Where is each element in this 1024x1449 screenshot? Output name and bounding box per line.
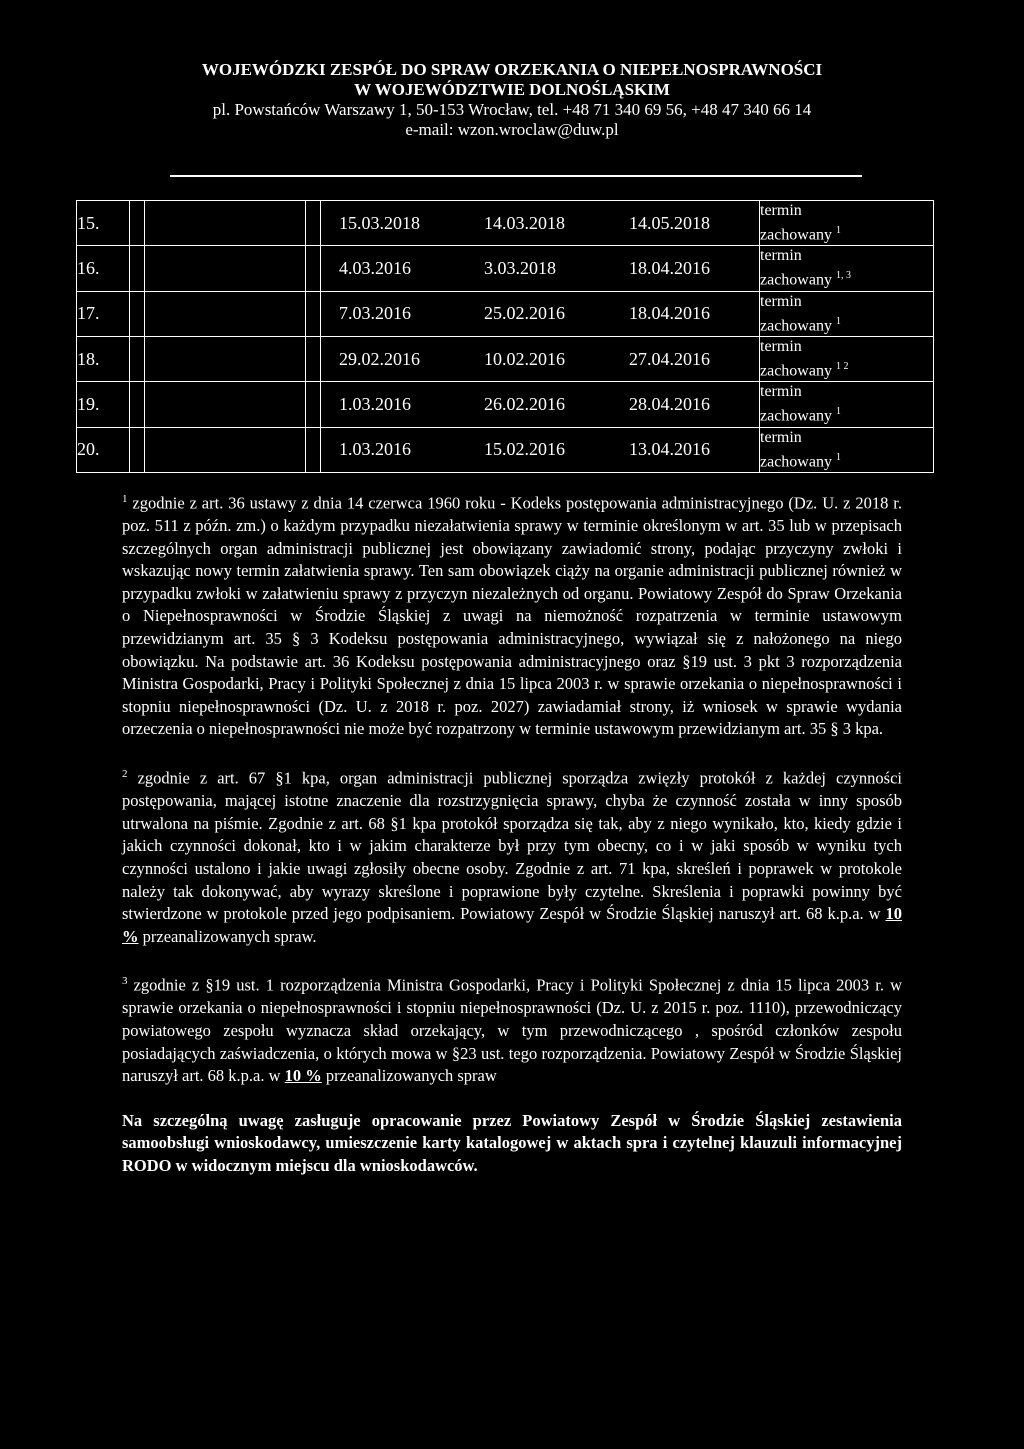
footnote-ref: 1 2 [835,360,849,372]
footnote-3-tail: przeanalizowanych spraw [325,1066,497,1086]
empty-cell [306,246,321,291]
footnote-2-percent: 10 % [122,904,902,946]
date-d3: 18.04.2016 [629,303,710,324]
institution-email: e-mail: wzon.wroclaw@duw.pl [405,120,619,139]
footnote-1 [122,488,902,741]
row-number: 16. [77,246,130,291]
date-d1: 1.03.2016 [339,393,411,414]
empty-cell [145,382,306,427]
status-line1: termin [760,337,802,355]
status-line2 [760,402,933,426]
table-row [77,291,934,336]
footnote-ref: 1 [835,406,841,418]
date-d3: 18.04.2016 [629,257,710,278]
date-d1: 7.03.2016 [339,303,411,324]
empty-cell [145,427,306,472]
date-d1: 29.02.2016 [339,348,420,369]
empty-cell [130,427,145,472]
empty-cell [306,336,321,381]
status-line1: termin [760,247,802,265]
dates-cell [321,427,760,472]
date-d1: 4.03.2016 [339,257,411,278]
empty-cell [145,201,306,246]
empty-cell [130,336,145,381]
dates-cell [321,382,760,427]
date-d2: 3.03.2018 [484,257,556,278]
empty-cell [130,291,145,336]
footnote-ref: 1 [835,315,841,327]
empty-cell [306,427,321,472]
empty-cell [130,382,145,427]
date-d1: 1.03.2016 [339,439,411,460]
status-cell [760,427,934,472]
table-row [77,246,934,291]
status-text: zachowany [760,271,832,289]
date-d2: 14.03.2018 [484,212,565,233]
status-text: zachowany [760,407,832,425]
dates-cell [321,201,760,246]
status-line1: termin [760,428,802,446]
row-number: 19. [77,382,130,427]
table-row [77,427,934,472]
dates-cell [321,336,760,381]
closing-remark: Na szczególną uwagę zasługuje opracowanie przez Powiatowy Zespół w Środzie Śląskiej zestawienia samoobsługi wnioskodawcy, umieszczenie karty katalogowej w aktach spra i czytelnej klauzuli informacyjnej RODO w widocznym miejscu dla wnioskodawców. [122,1110,902,1175]
status-line1: termin [760,383,802,401]
status-line1: termin [760,202,802,219]
footnotes [122,488,902,1200]
status-cell [760,246,934,291]
empty-cell [145,246,306,291]
footnote-2-tail: przeanalizowanych spraw. [142,926,317,946]
date-d2: 26.02.2016 [484,393,565,414]
status-line2 [760,357,933,381]
status-line1: termin [760,292,802,310]
status-line2 [760,448,933,472]
status-text: zachowany [760,316,832,334]
empty-cell [145,336,306,381]
empty-cell [306,291,321,336]
footnote-1-text: zgodnie z art. 36 ustawy z dnia 14 czerwca 1960 roku - Kodeks postępowania administracyjnego (Dz. U. z 2018 r. poz. 511 z późn. zm.) o każdym przypadku niezałatwienia sprawy w terminie określonym w art. 35 lub w przepisach szczególnych organ administracji publicznej jest obowiązany zawiadomić strony, podając przyczyny zwłoki i wskazując nowy termin załatwienia sprawy. Ten sam obowiązek ciąży na organie administracji publicznej również w przypadku zwłoki w załatwieniu sprawy z przyczyn niezależnych od organu. Powiatowy Zespół do Spraw Orzekania o Niepełnosprawności w Środzie Śląskiej z uwagi na niemożność rozpatrzenia w terminie ustawowym przewidzianym art. 35 § 3 Kodeksu postępowania administracyjnego, wywiązał się z nałożonego na niego obowiązku. Na podstawie art. 36 Kodeksu postępowania administracyjnego oraz §19 ust. 3 pkt 3 rozporządzenia Ministra Gospodarki, Pracy i Polityki Społecznej z dnia 15 lipca 2003 r. w sprawie orzekania o niepełnosprawności i stopniu niepełnosprawności (Dz. U. z 2018 r. poz. 2027) zawiadamiał strony, iż wniosek w sprawie wydania orzeczenia o niepełnosprawności nie może być rozpatrzony w terminie ustawowym przewidzianym art. 35 § 3 kpa. [122,493,903,739]
status-cell [760,291,934,336]
footnote-ref: 1 [835,225,841,236]
footnote-3-mark: 3 [122,975,128,988]
letterhead [100,60,924,140]
status-text: zachowany [760,452,832,470]
footnote-2-text: zgodnie z art. 67 §1 kpa, organ administracji publicznej sporządza zwięzły protokół z każdej czynności postępowania, mającej istotne znaczenie dla rozstrzygnięcia sprawy, chyba że czynność została w inny sposób utrwalona na piśmie. Zgodnie z art. 68 §1 kpa protokół sporządza się tak, aby z niego wynikało, kto, kiedy gdzie i jakich czynności dokonał, kto i w jakim charakterze był przy tym obecny, co i w jaki sposób w wyniku tych czynności ustalono i jakie uwagi zgłosiły obecne osoby. Zgodnie z art. 71 kpa, skreśleń i poprawek w protokole należy tak dokonywać, aby wyrazy skreślone i poprawione były czytelne. Skreślenia i poprawki powinny być stwierdzone w protokole przed jego podpisaniem. Powiatowy Zespół w Środzie Śląskiej naruszył art. 68 k.p.a. w [122,768,903,924]
dates-cell [321,291,760,336]
footnote-ref: 1, 3 [835,270,851,282]
footnote-3-percent: 10 % [284,1066,322,1086]
status-line2 [760,266,933,290]
footnote-2-mark: 2 [122,768,128,781]
date-d2: 25.02.2016 [484,303,565,324]
status-line2 [760,312,933,336]
empty-cell [145,291,306,336]
status-cell [760,336,934,381]
status-cell [760,201,934,246]
row-number: 17. [77,291,130,336]
row-number: 18. [77,336,130,381]
date-d2: 15.02.2016 [484,439,565,460]
status-cell [760,382,934,427]
table-row [77,201,934,246]
empty-cell [130,201,145,246]
date-d1: 15.03.2018 [339,212,420,233]
empty-cell [130,246,145,291]
table-row [77,382,934,427]
cases-table [76,200,934,473]
date-d3: 28.04.2016 [629,393,710,414]
footnote-ref: 1 [835,451,841,463]
date-d3: 13.04.2016 [629,439,710,460]
empty-cell [306,382,321,427]
footnote-3-text: zgodnie z §19 ust. 1 rozporządzenia Ministra Gospodarki, Pracy i Polityki Społecznej z dnia 15 lipca 2003 r. w sprawie orzekania o niepełnosprawności i stopniu niepełnosprawności (Dz. U. z 2015 r. poz. 1110), przewodniczący powiatowego zespołu wyznacza skład orzekający, w tym przewodniczącego , spośród członków zespołu posiadających zaświadczenia, o których mowa w §23 ust. tego rozporządzenia. Powiatowy Zespół w Środzie Śląskiej naruszył art. 68 k.p.a. w [122,975,903,1086]
institution-address: pl. Powstańców Warszawy 1, 50-153 Wrocław, tel. +48 71 340 69 56, +48 47 340 66 14 [212,100,812,119]
footnote-3 [122,970,902,1087]
footnote-2 [122,763,902,948]
table-row [77,336,934,381]
institution-name-line1: WOJEWÓDZKI ZESPÓŁ DO SPRAW ORZEKANIA O NIEPEŁNOSPRAWNOŚCI [201,60,823,79]
status-line2 [760,221,933,245]
institution-name-line2: W WOJEWÓDZTWIE DOLNOŚLĄSKIM [354,80,670,99]
date-d3: 27.04.2016 [629,348,710,369]
status-text: zachowany [760,362,832,380]
row-number: 15. [77,201,130,246]
empty-cell [306,201,321,246]
dates-cell [321,246,760,291]
date-d2: 10.02.2016 [484,348,565,369]
row-number: 20. [77,427,130,472]
date-d3: 14.05.2018 [629,212,710,233]
status-text: zachowany [760,226,832,244]
header-divider [170,175,862,177]
footnote-1-mark: 1 [122,493,128,505]
